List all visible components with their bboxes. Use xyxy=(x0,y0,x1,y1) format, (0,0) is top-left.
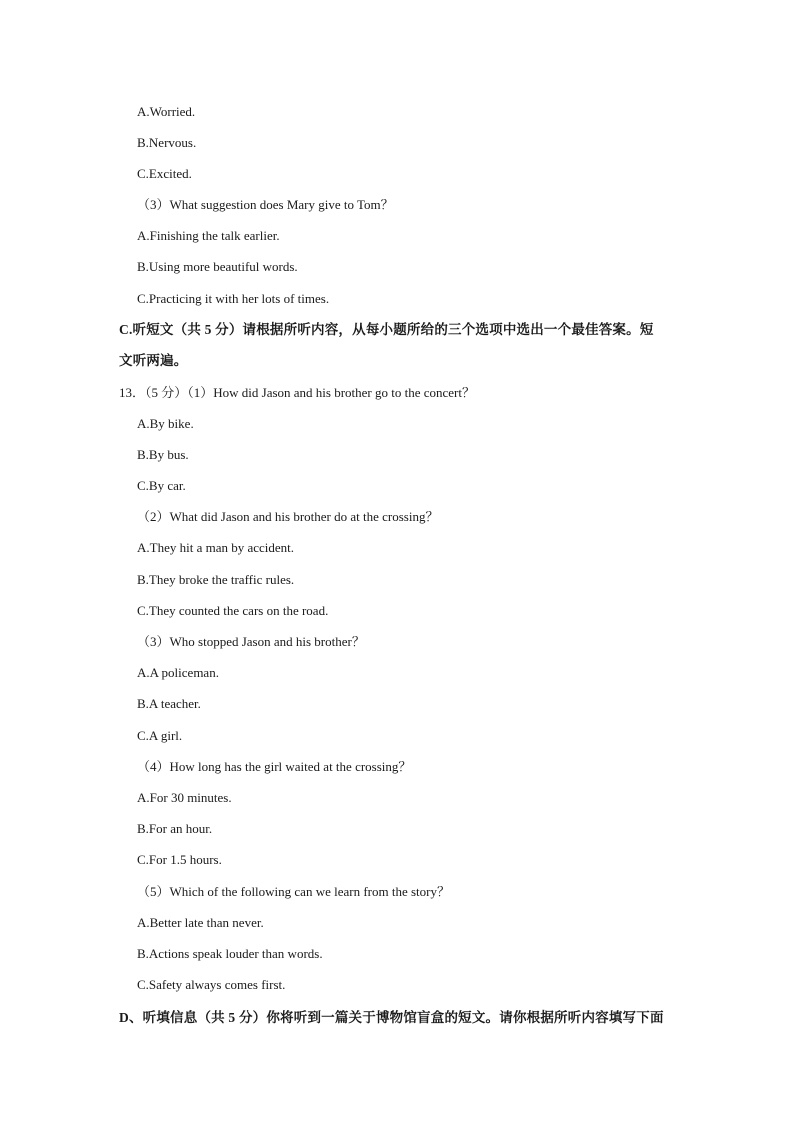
option-a-finishing: A.Finishing the talk earlier. xyxy=(137,228,280,243)
sub-question-3: （3）What suggestion does Mary give to Tom？ xyxy=(137,197,394,212)
option-c-counted-cars: C.They counted the cars on the road. xyxy=(137,603,329,618)
sub-question-2: （2）What did Jason and his brother do at the crossing？ xyxy=(137,509,439,524)
section-c-heading: C.听短文（共 5 分）请根据所听内容，从每小题所给的三个选项中选出一个最佳答案。短 xyxy=(119,322,654,337)
option-b-an-hour: B.For an hour. xyxy=(137,821,213,836)
section-d-heading: D、听填信息（共 5 分）你将听到一篇关于博物馆盲盒的短文。请你根据所听内容填写下面 xyxy=(119,1010,664,1025)
option-a-worried: A.Worried. xyxy=(137,104,196,119)
sub-question-4: （4）How long has the girl waited at the crossing？ xyxy=(137,759,412,774)
option-c-1-5-hours: C.For 1.5 hours. xyxy=(137,852,222,867)
option-a-better-late: A.Better late than never. xyxy=(137,915,264,930)
option-b-nervous: B.Nervous. xyxy=(137,135,197,150)
option-b-using: B.Using more beautiful words. xyxy=(137,259,298,274)
sub-question-5: （5）Which of the following can we learn from the story？ xyxy=(137,884,450,899)
option-b-actions: B.Actions speak louder than words. xyxy=(137,946,323,961)
option-a-hit-man: A.They hit a man by accident. xyxy=(137,540,295,555)
question-13: 13．（5 分）（1）How did Jason and his brother go to the concert？ xyxy=(119,385,476,400)
option-a-30-minutes: A.For 30 minutes. xyxy=(137,790,232,805)
option-b-teacher: B.A teacher. xyxy=(137,696,201,711)
option-c-girl: C.A girl. xyxy=(137,728,183,743)
option-c-excited: C.Excited. xyxy=(137,166,192,181)
section-c-heading-cont: 文听两遍。 xyxy=(119,353,188,368)
option-a-policeman: A.A policeman. xyxy=(137,665,219,680)
option-c-safety: C.Safety always comes first. xyxy=(137,977,286,992)
option-a-bike: A.By bike. xyxy=(137,416,194,431)
option-b-broke-rules: B.They broke the traffic rules. xyxy=(137,572,295,587)
sub-question-3b: （3）Who stopped Jason and his brother？ xyxy=(137,634,365,649)
option-c-car: C.By car. xyxy=(137,478,186,493)
option-b-bus: B.By bus. xyxy=(137,447,189,462)
option-c-practicing: C.Practicing it with her lots of times. xyxy=(137,291,330,306)
